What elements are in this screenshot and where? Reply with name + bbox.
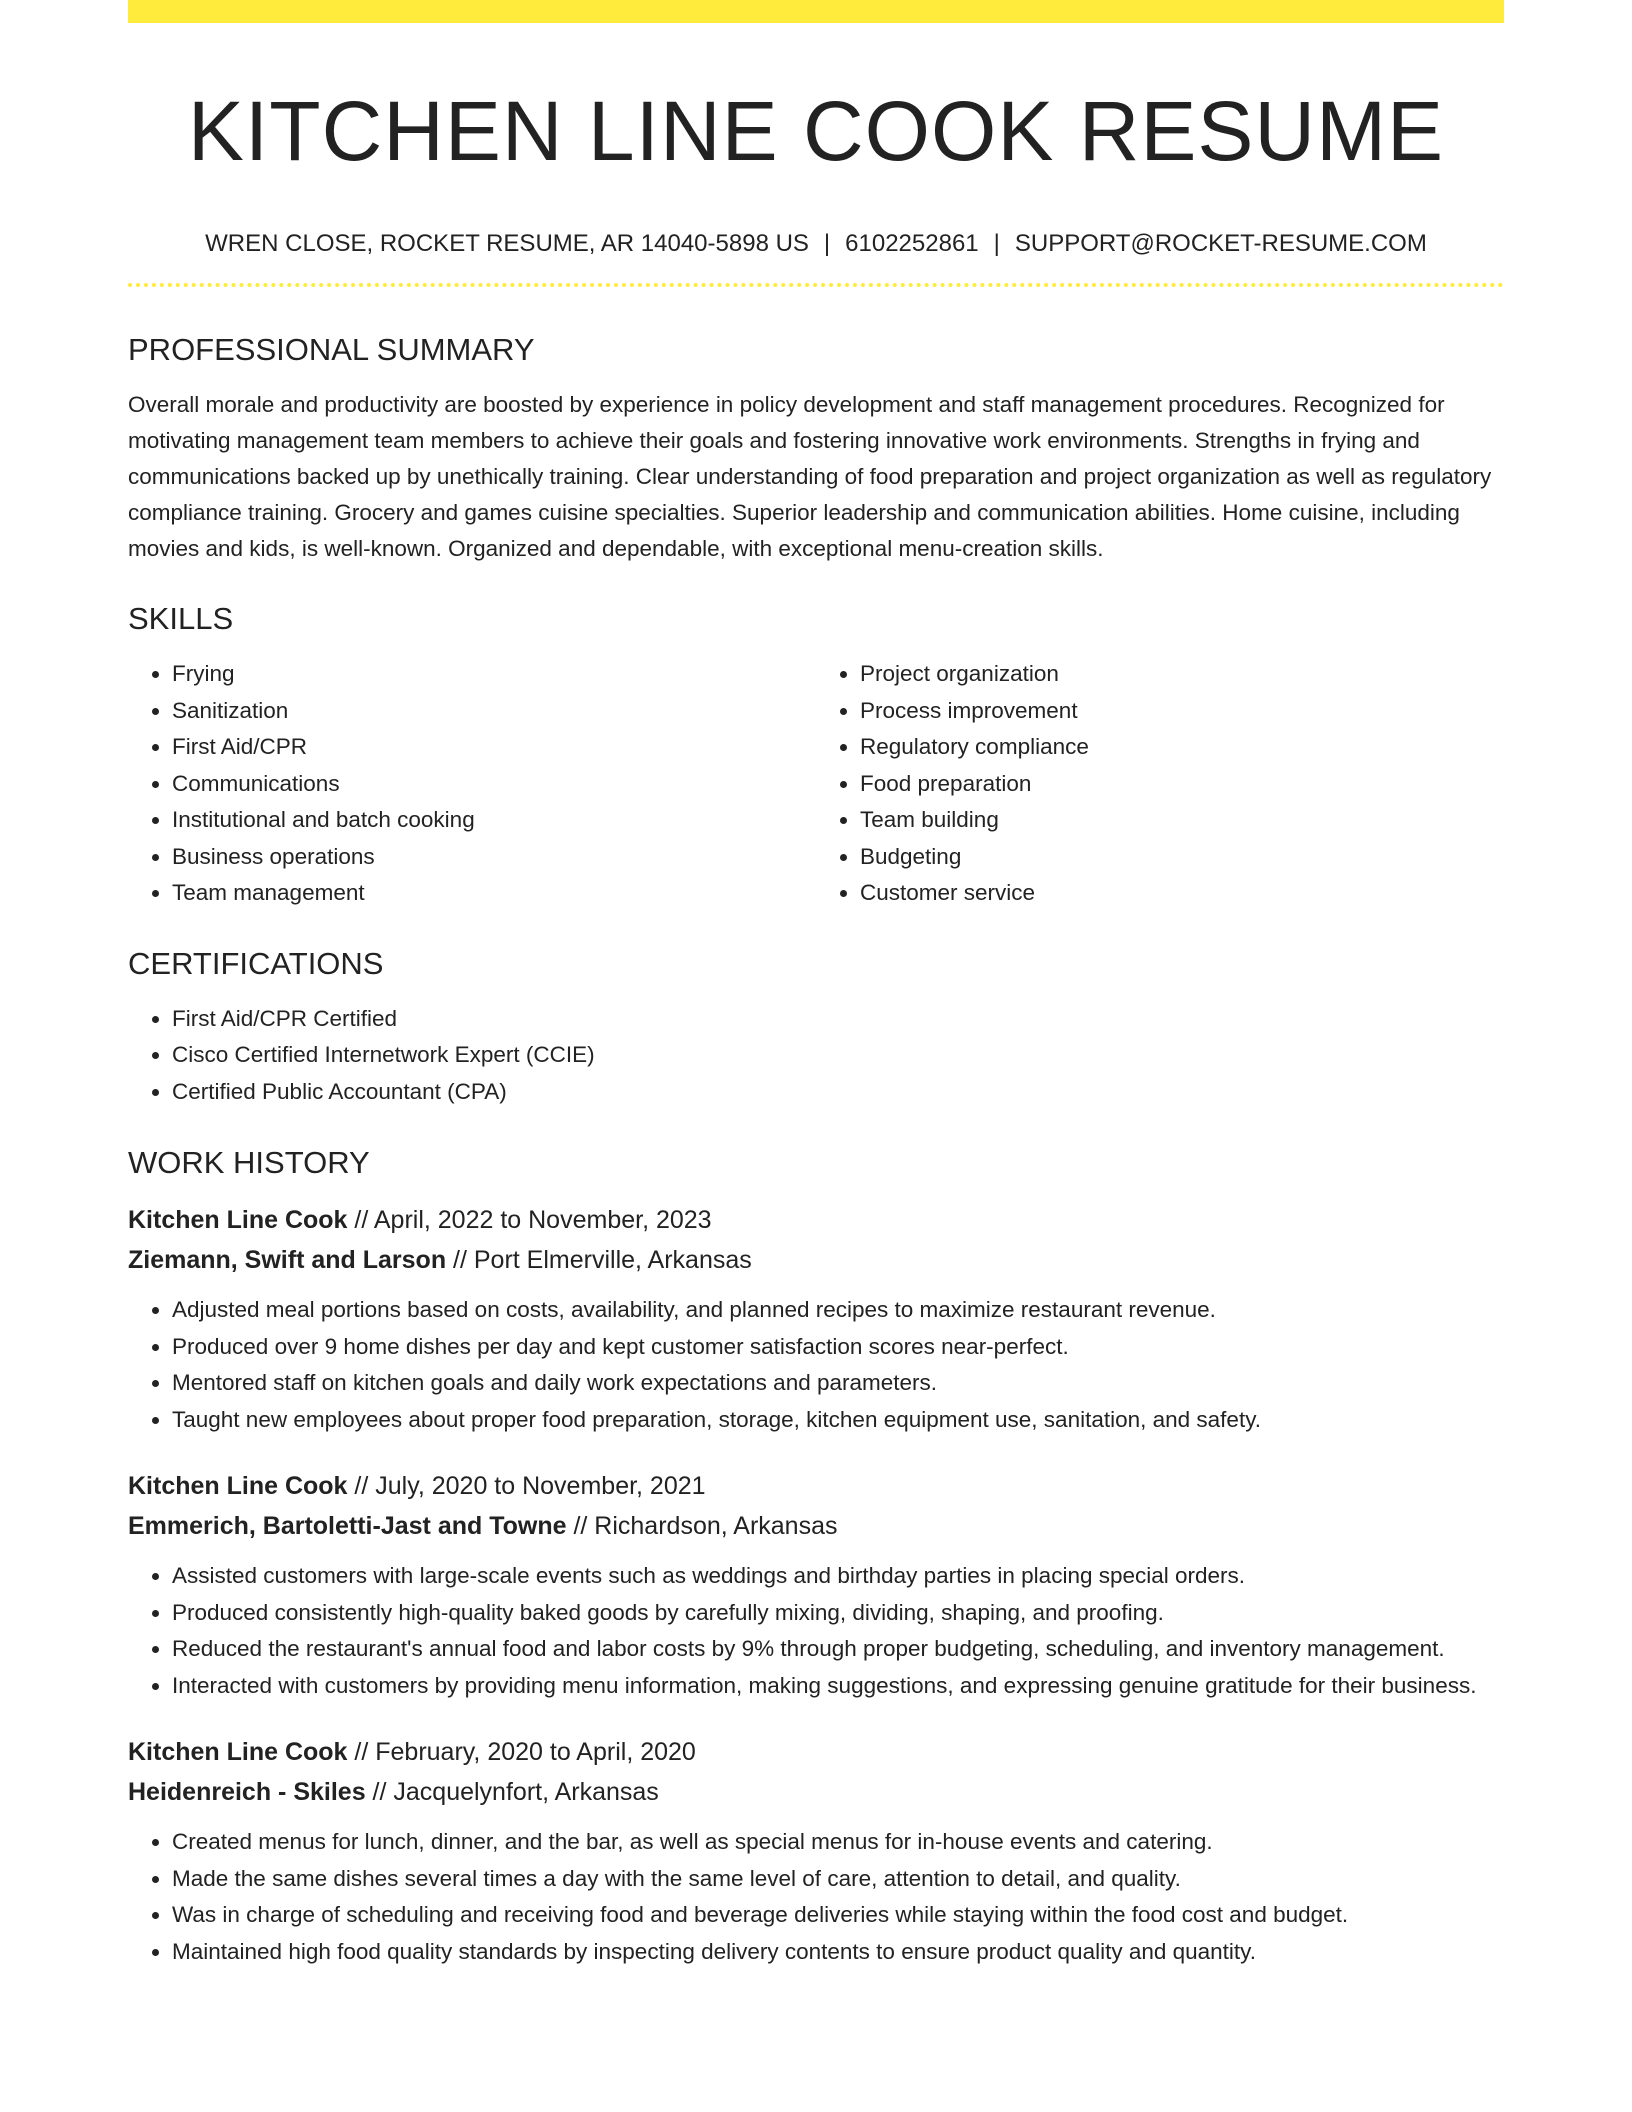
certification-item: • Certified Public Accountant (CPA): [172, 1074, 1504, 1111]
contact-separator: |: [823, 230, 831, 257]
job-company-line: [128, 1241, 1504, 1281]
skill-item: • Sanitization: [172, 693, 816, 730]
contact-separator: |: [993, 230, 1000, 257]
job-role-line: [128, 1733, 1504, 1773]
job-bullet: • Created menus for lunch, dinner, and the bar, as well as special menus for in-house events and catering.: [172, 1824, 1504, 1861]
job-bullet: • Interacted with customers by providing menu information, making suggestions, and expressing genuine gratitude for their business.: [172, 1668, 1504, 1705]
skills-list-left: [128, 656, 816, 912]
work-history-heading: WORK HISTORY: [128, 1145, 370, 1180]
job-dates: // July, 2020 to November, 2021: [347, 1472, 706, 1500]
skill-item: • Communications: [172, 766, 816, 803]
contact-email[interactable]: SUPPORT@ROCKET-RESUME.COM: [1014, 230, 1427, 257]
job-location: // Jacquelynfort, Arkansas: [365, 1777, 659, 1806]
job-role: Kitchen Line Cook: [128, 1738, 348, 1766]
skill-item: • Institutional and batch cooking: [172, 802, 816, 839]
job-company-line: [128, 1773, 1504, 1813]
skill-item: • Business operations: [172, 839, 816, 876]
contact-phone[interactable]: 6102252861: [845, 230, 979, 257]
certification-item: • Cisco Certified Internetwork Expert (CCIE): [172, 1037, 1504, 1074]
contact-address: WREN CLOSE, ROCKET RESUME, AR 14040-5898 US: [205, 230, 809, 257]
skill-item: • Team management: [172, 875, 816, 912]
contact-line: [128, 228, 1504, 260]
job-bullet: • Assisted customers with large-scale events such as weddings and birthday parties in placing special orders.: [172, 1558, 1504, 1595]
job-bullets: [128, 1558, 1504, 1704]
job-entry: [128, 1733, 1504, 1970]
job-bullet: • Reduced the restaurant's annual food and labor costs by 9% through proper budgeting, scheduling, and inventory management.: [172, 1631, 1504, 1668]
job-bullet: • Maintained high food quality standards by inspecting delivery contents to ensure product quality and quantity.: [172, 1934, 1504, 1971]
job-bullet: • Was in charge of scheduling and receiving food and beverage deliveries while staying within the food cost and budget.: [172, 1897, 1504, 1934]
job-role-line: [128, 1201, 1504, 1241]
skills-list-right: [816, 656, 1504, 912]
skill-item: • Budgeting: [860, 839, 1504, 876]
job-entry: [128, 1467, 1504, 1704]
job-dates: // April, 2022 to November, 2023: [347, 1206, 712, 1234]
job-company-line: [128, 1507, 1504, 1547]
job-role-line: [128, 1467, 1504, 1507]
job-bullet: • Mentored staff on kitchen goals and daily work expectations and parameters.: [172, 1365, 1504, 1402]
summary-text: Overall morale and productivity are boosted by experience in policy development and staff management procedures. Recognized for motivating management team members to achieve their goals and fostering innovative work environments. Strengths in frying and communications backed up by unethically training. Clear understanding of food preparation and project organization as well as regulatory compliance training. Grocery and games cuisine specialties. Superior leadership and communication abilities. Home cuisine, including movies and kids, is well-known. Organized and dependable, with exceptional menu-creation skills.: [128, 392, 1492, 561]
skill-item: • Regulatory compliance: [860, 729, 1504, 766]
header-divider: [128, 283, 1504, 287]
skill-item: • Team building: [860, 802, 1504, 839]
skill-item: • Food preparation: [860, 766, 1504, 803]
job-bullets: [128, 1824, 1504, 1970]
job-bullet: • Taught new employees about proper food preparation, storage, kitchen equipment use, sanitation, and safety.: [172, 1402, 1504, 1439]
job-bullet: • Adjusted meal portions based on costs, availability, and planned recipes to maximize restaurant revenue.: [172, 1292, 1504, 1329]
job-company: Emmerich, Bartoletti-Jast and Towne: [128, 1511, 567, 1540]
certification-item: • First Aid/CPR Certified: [172, 1001, 1504, 1038]
job-location: // Port Elmerville, Arkansas: [446, 1245, 752, 1274]
job-location: // Richardson, Arkansas: [566, 1511, 838, 1540]
resume-page: [128, 0, 1504, 1970]
job-bullet: • Produced consistently high-quality baked goods by carefully mixing, dividing, shaping, and proofing.: [172, 1595, 1504, 1632]
job-entry: [128, 1201, 1504, 1438]
skill-item: • Customer service: [860, 875, 1504, 912]
job-bullet: • Made the same dishes several times a day with the same level of care, attention to detail, and quality.: [172, 1861, 1504, 1898]
job-role: Kitchen Line Cook: [128, 1472, 348, 1500]
skills-columns: [128, 656, 1504, 912]
job-company: Ziemann, Swift and Larson: [128, 1245, 447, 1274]
job-company: Heidenreich - Skiles: [128, 1777, 366, 1806]
skills-heading: SKILLS: [128, 601, 234, 636]
summary-heading: PROFESSIONAL SUMMARY: [128, 332, 535, 367]
skill-item: • Frying: [172, 656, 816, 693]
job-dates: // February, 2020 to April, 2020: [347, 1738, 696, 1766]
skill-item: • Process improvement: [860, 693, 1504, 730]
certifications-list: [128, 1001, 1504, 1111]
job-bullets: [128, 1292, 1504, 1438]
job-role: Kitchen Line Cook: [128, 1206, 348, 1234]
skill-item: • Project organization: [860, 656, 1504, 693]
job-bullet: • Produced over 9 home dishes per day and kept customer satisfaction scores near-perfect.: [172, 1329, 1504, 1366]
top-accent-bar: [128, 0, 1504, 23]
skill-item: • First Aid/CPR: [172, 729, 816, 766]
certifications-heading: CERTIFICATIONS: [128, 945, 384, 981]
resume-title: KITCHEN LINE COOK RESUME: [187, 84, 1445, 178]
